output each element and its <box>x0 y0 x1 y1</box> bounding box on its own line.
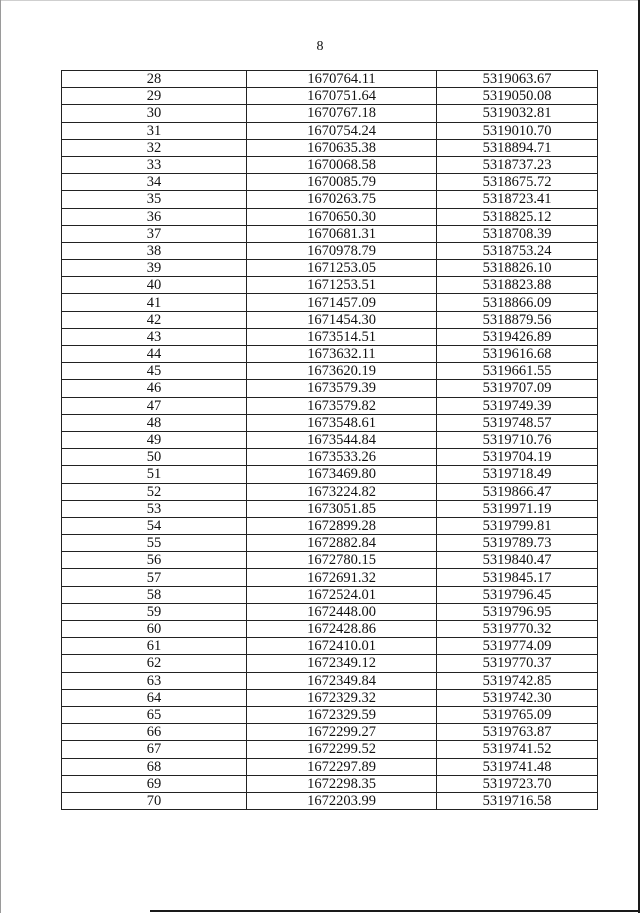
point-number-cell: 50 <box>62 449 247 466</box>
y-coordinate-cell: 5318708.39 <box>437 225 598 242</box>
x-coordinate-cell: 1672329.59 <box>247 706 437 723</box>
table-row <box>62 706 598 723</box>
x-coordinate-cell: 1672882.84 <box>247 535 437 552</box>
x-coordinate-cell: 1672410.01 <box>247 638 437 655</box>
table-row <box>62 328 598 345</box>
point-number-cell: 35 <box>62 191 247 208</box>
y-coordinate-cell: 5318825.12 <box>437 208 598 225</box>
x-coordinate-cell: 1672448.00 <box>247 603 437 620</box>
coordinates-table-body <box>62 71 598 810</box>
y-coordinate-cell: 5319710.76 <box>437 431 598 448</box>
point-number-cell: 66 <box>62 724 247 741</box>
point-number-cell: 32 <box>62 139 247 156</box>
table-row <box>62 139 598 156</box>
x-coordinate-cell: 1673620.19 <box>247 363 437 380</box>
point-number-cell: 60 <box>62 621 247 638</box>
x-coordinate-cell: 1670068.58 <box>247 156 437 173</box>
y-coordinate-cell: 5319032.81 <box>437 105 598 122</box>
y-coordinate-cell: 5319796.95 <box>437 603 598 620</box>
table-row <box>62 71 598 88</box>
point-number-cell: 55 <box>62 535 247 552</box>
table-row <box>62 621 598 638</box>
point-number-cell: 29 <box>62 88 247 105</box>
table-row <box>62 122 598 139</box>
table-row <box>62 758 598 775</box>
y-coordinate-cell: 5319050.08 <box>437 88 598 105</box>
x-coordinate-cell: 1673544.84 <box>247 431 437 448</box>
y-coordinate-cell: 5319718.49 <box>437 466 598 483</box>
point-number-cell: 68 <box>62 758 247 775</box>
point-number-cell: 42 <box>62 311 247 328</box>
y-coordinate-cell: 5319010.70 <box>437 122 598 139</box>
table-row <box>62 724 598 741</box>
table-row <box>62 208 598 225</box>
table-row <box>62 517 598 534</box>
x-coordinate-cell: 1672203.99 <box>247 792 437 809</box>
x-coordinate-cell: 1673548.61 <box>247 414 437 431</box>
table-row <box>62 174 598 191</box>
point-number-cell: 28 <box>62 71 247 88</box>
y-coordinate-cell: 5319742.85 <box>437 672 598 689</box>
table-row <box>62 775 598 792</box>
point-number-cell: 53 <box>62 500 247 517</box>
x-coordinate-cell: 1671457.09 <box>247 294 437 311</box>
point-number-cell: 56 <box>62 552 247 569</box>
x-coordinate-cell: 1673051.85 <box>247 500 437 517</box>
point-number-cell: 40 <box>62 277 247 294</box>
table-row <box>62 552 598 569</box>
point-number-cell: 64 <box>62 689 247 706</box>
y-coordinate-cell: 5318737.23 <box>437 156 598 173</box>
point-number-cell: 34 <box>62 174 247 191</box>
point-number-cell: 47 <box>62 397 247 414</box>
x-coordinate-cell: 1672299.52 <box>247 741 437 758</box>
y-coordinate-cell: 5319971.19 <box>437 500 598 517</box>
x-coordinate-cell: 1670754.24 <box>247 122 437 139</box>
x-coordinate-cell: 1670635.38 <box>247 139 437 156</box>
x-coordinate-cell: 1672349.12 <box>247 655 437 672</box>
point-number-cell: 36 <box>62 208 247 225</box>
x-coordinate-cell: 1672428.86 <box>247 621 437 638</box>
table-row <box>62 569 598 586</box>
x-coordinate-cell: 1670650.30 <box>247 208 437 225</box>
x-coordinate-cell: 1672524.01 <box>247 586 437 603</box>
y-coordinate-cell: 5318753.24 <box>437 242 598 259</box>
table-row <box>62 191 598 208</box>
table-row <box>62 792 598 809</box>
table-row <box>62 311 598 328</box>
table-row <box>62 380 598 397</box>
x-coordinate-cell: 1673514.51 <box>247 328 437 345</box>
x-coordinate-cell: 1672691.32 <box>247 569 437 586</box>
y-coordinate-cell: 5319723.70 <box>437 775 598 792</box>
y-coordinate-cell: 5319749.39 <box>437 397 598 414</box>
table-row <box>62 156 598 173</box>
x-coordinate-cell: 1673579.39 <box>247 380 437 397</box>
point-number-cell: 54 <box>62 517 247 534</box>
y-coordinate-cell: 5319789.73 <box>437 535 598 552</box>
y-coordinate-cell: 5319748.57 <box>437 414 598 431</box>
table-row <box>62 466 598 483</box>
table-row <box>62 689 598 706</box>
table-row <box>62 294 598 311</box>
x-coordinate-cell: 1673579.82 <box>247 397 437 414</box>
y-coordinate-cell: 5318894.71 <box>437 139 598 156</box>
table-row <box>62 397 598 414</box>
y-coordinate-cell: 5319742.30 <box>437 689 598 706</box>
point-number-cell: 31 <box>62 122 247 139</box>
table-row <box>62 449 598 466</box>
point-number-cell: 48 <box>62 414 247 431</box>
y-coordinate-cell: 5319866.47 <box>437 483 598 500</box>
y-coordinate-cell: 5318823.88 <box>437 277 598 294</box>
y-coordinate-cell: 5319704.19 <box>437 449 598 466</box>
x-coordinate-cell: 1671253.05 <box>247 260 437 277</box>
y-coordinate-cell: 5319741.52 <box>437 741 598 758</box>
point-number-cell: 70 <box>62 792 247 809</box>
scan-left-edge <box>0 0 1 913</box>
table-row <box>62 500 598 517</box>
x-coordinate-cell: 1672329.32 <box>247 689 437 706</box>
point-number-cell: 61 <box>62 638 247 655</box>
table-row <box>62 260 598 277</box>
y-coordinate-cell: 5319063.67 <box>437 71 598 88</box>
y-coordinate-cell: 5318826.10 <box>437 260 598 277</box>
point-number-cell: 30 <box>62 105 247 122</box>
x-coordinate-cell: 1670263.75 <box>247 191 437 208</box>
table-row <box>62 586 598 603</box>
table-row <box>62 414 598 431</box>
y-coordinate-cell: 5318675.72 <box>437 174 598 191</box>
point-number-cell: 59 <box>62 603 247 620</box>
table-row <box>62 535 598 552</box>
table-row <box>62 225 598 242</box>
point-number-cell: 33 <box>62 156 247 173</box>
y-coordinate-cell: 5319763.87 <box>437 724 598 741</box>
y-coordinate-cell: 5318866.09 <box>437 294 598 311</box>
point-number-cell: 37 <box>62 225 247 242</box>
table-row <box>62 638 598 655</box>
point-number-cell: 67 <box>62 741 247 758</box>
y-coordinate-cell: 5319426.89 <box>437 328 598 345</box>
y-coordinate-cell: 5319770.32 <box>437 621 598 638</box>
point-number-cell: 46 <box>62 380 247 397</box>
point-number-cell: 52 <box>62 483 247 500</box>
y-coordinate-cell: 5319770.37 <box>437 655 598 672</box>
y-coordinate-cell: 5319716.58 <box>437 792 598 809</box>
y-coordinate-cell: 5319661.55 <box>437 363 598 380</box>
y-coordinate-cell: 5318723.41 <box>437 191 598 208</box>
y-coordinate-cell: 5318879.56 <box>437 311 598 328</box>
table-row <box>62 277 598 294</box>
table-row <box>62 655 598 672</box>
x-coordinate-cell: 1670085.79 <box>247 174 437 191</box>
table-row <box>62 431 598 448</box>
point-number-cell: 44 <box>62 346 247 363</box>
point-number-cell: 62 <box>62 655 247 672</box>
table-row <box>62 363 598 380</box>
x-coordinate-cell: 1673533.26 <box>247 449 437 466</box>
point-number-cell: 43 <box>62 328 247 345</box>
y-coordinate-cell: 5319796.45 <box>437 586 598 603</box>
table-row <box>62 105 598 122</box>
scan-top-edge <box>0 0 640 1</box>
point-number-cell: 63 <box>62 672 247 689</box>
y-coordinate-cell: 5319845.17 <box>437 569 598 586</box>
table-row <box>62 346 598 363</box>
table-row <box>62 88 598 105</box>
x-coordinate-cell: 1672299.27 <box>247 724 437 741</box>
x-coordinate-cell: 1673632.11 <box>247 346 437 363</box>
x-coordinate-cell: 1670767.18 <box>247 105 437 122</box>
y-coordinate-cell: 5319774.09 <box>437 638 598 655</box>
x-coordinate-cell: 1673224.82 <box>247 483 437 500</box>
x-coordinate-cell: 1671253.51 <box>247 277 437 294</box>
table-row <box>62 672 598 689</box>
point-number-cell: 49 <box>62 431 247 448</box>
point-number-cell: 51 <box>62 466 247 483</box>
scan-bottom-edge <box>150 910 640 912</box>
table-row <box>62 483 598 500</box>
x-coordinate-cell: 1670751.64 <box>247 88 437 105</box>
table-row <box>62 603 598 620</box>
y-coordinate-cell: 5319840.47 <box>437 552 598 569</box>
point-number-cell: 38 <box>62 242 247 259</box>
y-coordinate-cell: 5319765.09 <box>437 706 598 723</box>
x-coordinate-cell: 1672899.28 <box>247 517 437 534</box>
table-row <box>62 242 598 259</box>
x-coordinate-cell: 1670681.31 <box>247 225 437 242</box>
x-coordinate-cell: 1672298.35 <box>247 775 437 792</box>
point-number-cell: 45 <box>62 363 247 380</box>
y-coordinate-cell: 5319616.68 <box>437 346 598 363</box>
page-number: 8 <box>316 39 324 54</box>
x-coordinate-cell: 1670978.79 <box>247 242 437 259</box>
point-number-cell: 41 <box>62 294 247 311</box>
y-coordinate-cell: 5319741.48 <box>437 758 598 775</box>
point-number-cell: 69 <box>62 775 247 792</box>
x-coordinate-cell: 1672297.89 <box>247 758 437 775</box>
x-coordinate-cell: 1673469.80 <box>247 466 437 483</box>
y-coordinate-cell: 5319799.81 <box>437 517 598 534</box>
coordinates-table <box>61 70 598 810</box>
x-coordinate-cell: 1671454.30 <box>247 311 437 328</box>
x-coordinate-cell: 1672780.15 <box>247 552 437 569</box>
table-row <box>62 741 598 758</box>
x-coordinate-cell: 1672349.84 <box>247 672 437 689</box>
y-coordinate-cell: 5319707.09 <box>437 380 598 397</box>
point-number-cell: 39 <box>62 260 247 277</box>
x-coordinate-cell: 1670764.11 <box>247 71 437 88</box>
point-number-cell: 57 <box>62 569 247 586</box>
point-number-cell: 65 <box>62 706 247 723</box>
point-number-cell: 58 <box>62 586 247 603</box>
